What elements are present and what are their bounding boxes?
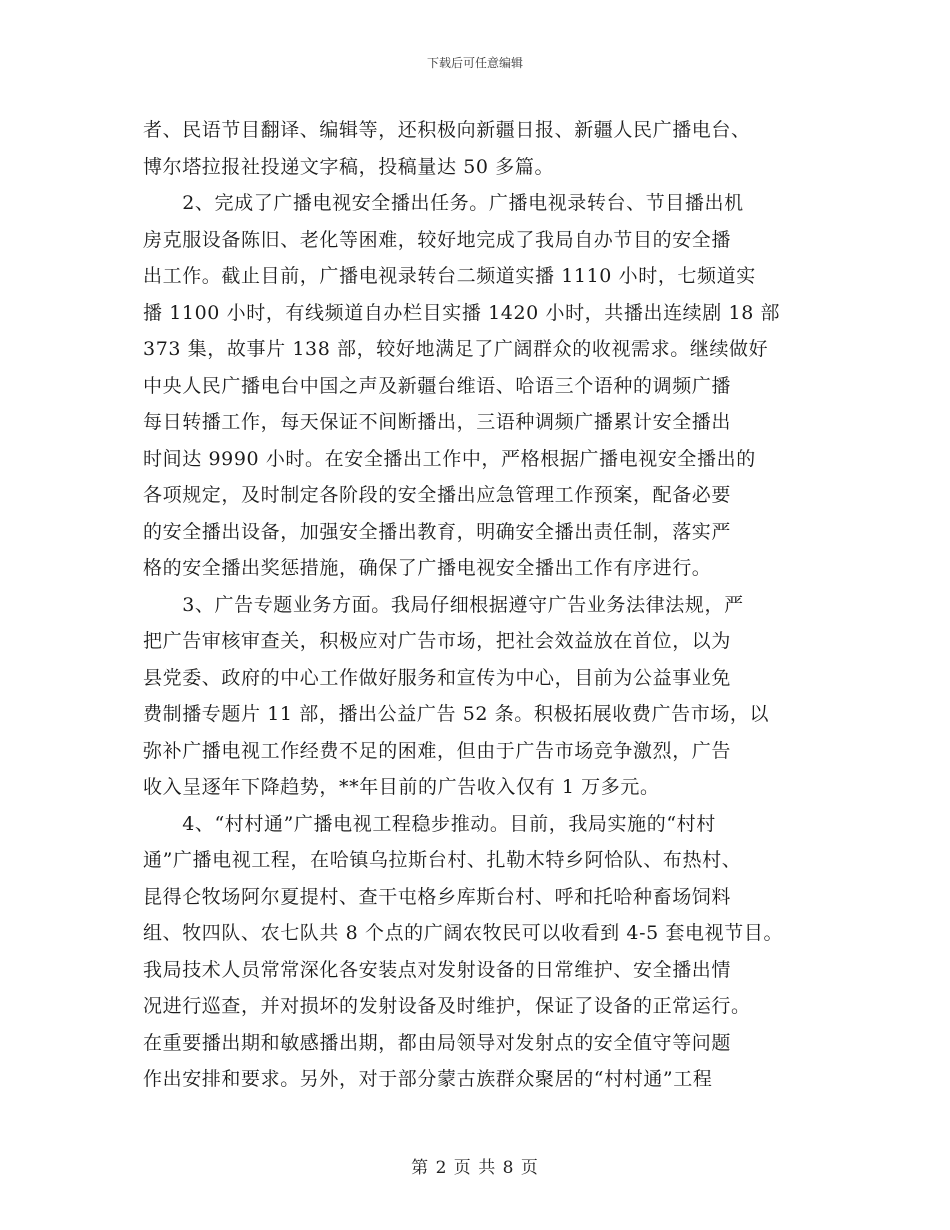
text-line: 出工作。截止目前，广播电视录转台二频道实播 1110 小时，七频道实: [143, 265, 756, 287]
text-line: 格的安全播出奖惩措施，确保了广播电视安全播出工作有序进行。: [143, 557, 712, 579]
document-body: [143, 112, 823, 1098]
text-line: 各项规定，及时制定各阶段的安全播出应急管理工作预案，配备必要: [143, 484, 732, 506]
text-line: 每日转播工作，每天保证不间断播出，三语种调频广播累计安全播出: [143, 411, 732, 433]
text-line: 时间达 9990 小时。在安全播出工作中，严格根据广播电视安全播出的: [143, 447, 756, 470]
text-line: 房克服设备陈旧、老化等困难，较好地完成了我局自办节目的安全播: [143, 228, 732, 251]
page-number-footer: 第 2 页 共 8 页: [411, 1158, 539, 1178]
text-line: 在重要播出期和敏感播出期，都由局领导对发射点的安全值守等问题: [143, 1031, 732, 1054]
text-line: 中央人民广播电台中国之声及新疆台维语、哈语三个语种的调频广播: [143, 374, 732, 397]
text-line: 373 集，故事片 138 部，较好地满足了广阔群众的收视需求。继续做好: [143, 338, 769, 360]
text-line: 2、完成了广播电视安全播出任务。广播电视录转台、节目播出机: [143, 192, 744, 214]
text-line: 我局技术人员常常深化各安装点对发射设备的日常维护、安全播出情: [143, 958, 732, 981]
text-line: 县党委、政府的中心工作做好服务和宣传为中心，目前为公益事业免: [143, 666, 732, 689]
text-line: 况进行巡查，并对损坏的发射设备及时维护，保证了设备的正常运行。: [143, 995, 751, 1017]
text-line: 4、“村村通”广播电视工程稳步推动。目前，我局实施的“村村: [143, 812, 716, 835]
text-line: 昆得仑牧场阿尔夏提村、查干屯格乡库斯台村、呼和托哈种畜场饲料: [143, 885, 732, 908]
page-header: 下载后可任意编辑: [426, 56, 523, 70]
text-line: 作出安排和要求。另外，对于部分蒙古族群众聚居的“村村通”工程: [143, 1068, 713, 1090]
text-line: 的安全播出设备，加强安全播出教育，明确安全播出责任制，落实严: [143, 520, 732, 543]
text-line: 博尔塔拉报社投递文字稿，投稿量达 50 多篇。: [143, 155, 555, 178]
text-line: 通”广播电视工程，在哈镇乌拉斯台村、扎勒木特乡阿恰队、布热村、: [143, 849, 742, 871]
text-line: 把广告审核审查关，积极应对广告市场，把社会效益放在首位，以为: [143, 630, 732, 652]
text-line: 播 1100 小时，有线频道自办栏目实播 1420 小时，共播出连续剧 18 部: [143, 301, 781, 324]
text-line: 弥补广播电视工作经费不足的困难，但由于广告市场竞争激烈，广告: [143, 739, 732, 762]
text-line: 费制播专题片 11 部，播出公益广告 52 条。积极拓展收费广告市场，以: [143, 703, 770, 725]
text-line: 者、民语节目翻译、编辑等，还积极向新疆日报、新疆人民广播电台、: [143, 119, 751, 141]
text-line: 组、牧四队、农七队共 8 个点的广阔农牧民可以收看到 4-5 套电视节目。: [143, 922, 784, 944]
text-line: 收入呈逐年下降趋势，**年目前的广告收入仅有 1 万多元。: [143, 776, 660, 798]
text-line: 3、广告专题业务方面。我局仔细根据遵守广告业务法律法规，严: [143, 593, 744, 616]
